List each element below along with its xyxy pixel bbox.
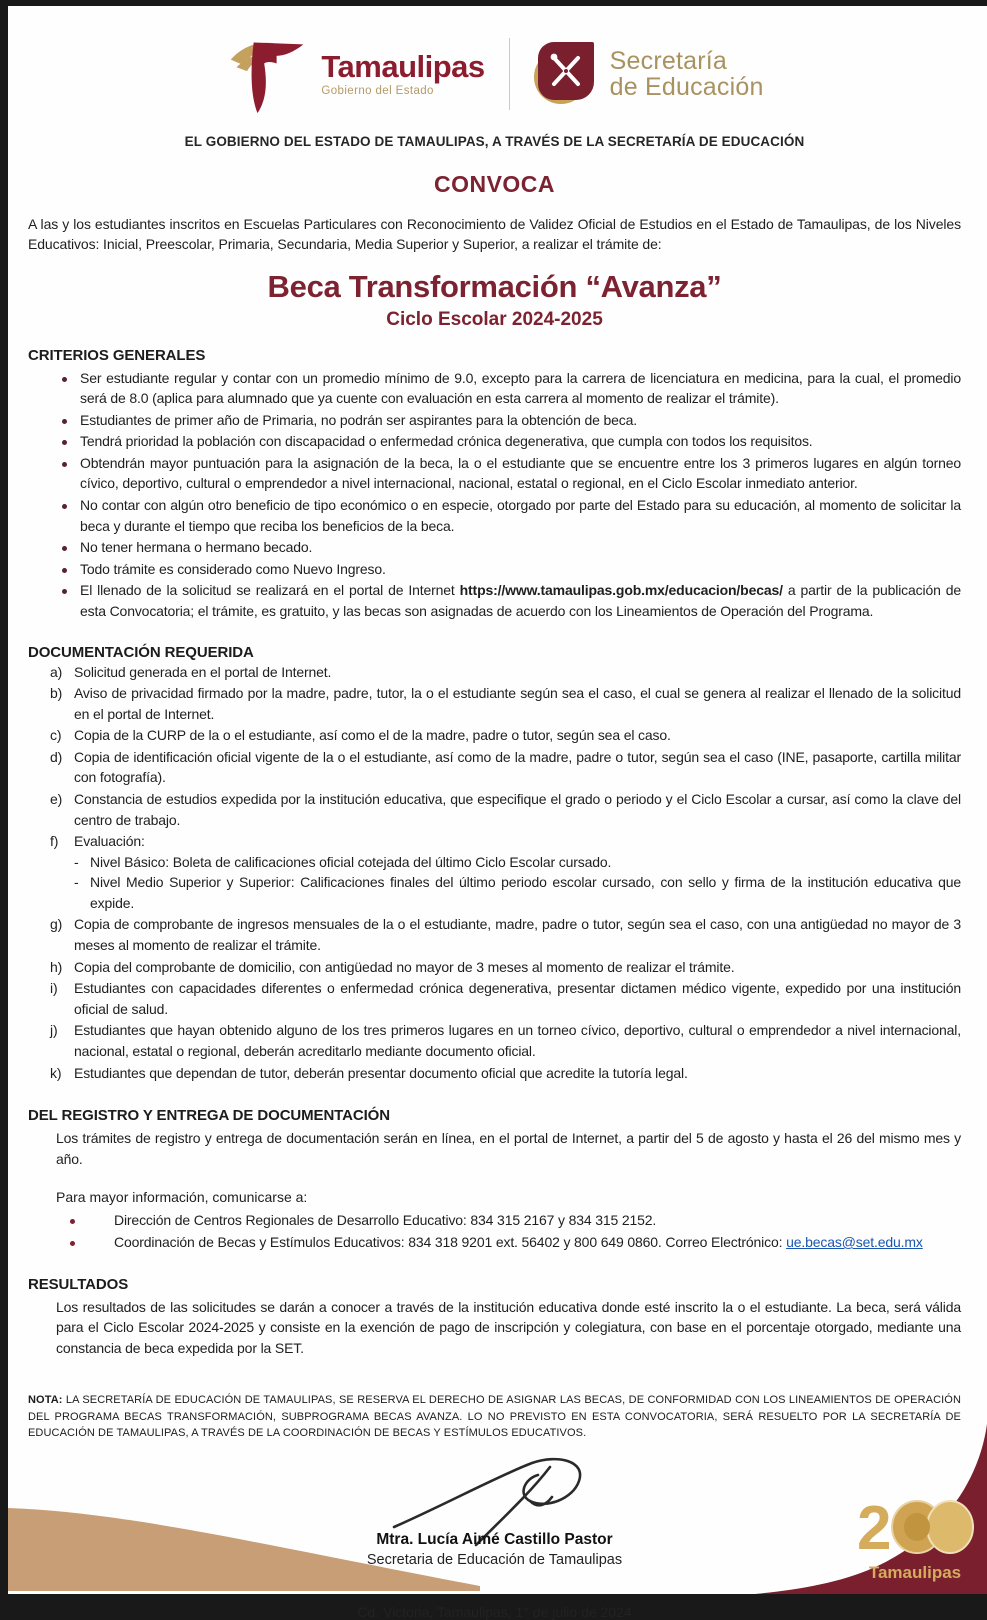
doc-item — [28, 747, 961, 788]
signature-place-date: Cd. Victoria, Tamaulipas, 1° de julio de 2024 — [357, 1603, 632, 1620]
doc-item-text: Constancia de estudios expedida por la institución educativa, que especifique el grado o periodo y el Ciclo Escolar a cursar, así como la clave del centro de trabajo. — [74, 791, 961, 828]
portal-bullet-pre: El llenado de la solicitud se realizará en el portal de Internet — [80, 582, 460, 599]
signatory-title: Secretaria de Educación de Tamaulipas — [366, 1551, 623, 1568]
doc-item-label: b) — [50, 685, 63, 702]
doc-subitem — [28, 872, 961, 913]
resultados-paragraph: Los resultados de las solicitudes se darán a conocer a través de la institución educativa donde esté inscrito la o el estudiante. La beca, será válida para el Ciclo Escolar 2024-2025 y consiste en la exención de pago de inscripción y colegiatura, con base en el porcentaje otorgado, mediante una constancia de beca expedida por la SET. — [56, 1298, 961, 1356]
doc-item-text: Evaluación: — [74, 833, 145, 850]
secretaria-line1: Secretaría — [609, 46, 728, 75]
doc-subitem-text: Nivel Medio Superior y Superior: Calificaciones finales del último periodo escolar cursado, con sello y firma de la institución educativa que expide. — [90, 874, 961, 911]
doc-item-text: Copia del comprobante de domicilio, con antigüedad no mayor de 3 meses al momento de realizar el trámite. — [74, 958, 735, 975]
signatory-name: Mtra. Lucía Aimé Castillo Pastor — [376, 1530, 613, 1548]
contact-item: Dirección de Centros Regionales de Desarrollo Educativo: 834 315 2167 y 834 315 2152. — [28, 1210, 961, 1232]
registro-paragraph: Los trámites de registro y entrega de documentación serán en línea, en el portal de Internet, a partir del 5 de agosto y hasta el 26 del mismo mes y año. — [56, 1130, 961, 1167]
svg-text:Tamaulipas: Tamaulipas — [868, 1563, 962, 1582]
secretaria-educacion-logo — [534, 42, 764, 106]
issuer-line: EL GOBIERNO DEL ESTADO DE TAMAULIPAS, A TRAVÉS DE LA SECRETARÍA DE EDUCACIÓN — [184, 134, 805, 149]
secretaria-educacion-icon — [534, 42, 596, 106]
doc-item — [28, 1063, 961, 1084]
svg-text:2: 2 — [857, 1494, 892, 1563]
nota-paragraph — [28, 1392, 961, 1442]
doc-item-label: j) — [50, 1022, 58, 1039]
program-subtitle: Ciclo Escolar 2024-2025 — [386, 308, 603, 330]
doc-item-label: f) — [50, 833, 59, 850]
criteria-bullet: Obtendrán mayor puntuación para la asignación de la beca, la o el estudiante que se encuentre entre los 3 primeros lugares en algún torneo cívico, deportivo, cultural o emprendedor a nivel internacional, nacional, estatal o regional, en el Ciclo Escolar inmediato anterior. — [28, 453, 961, 494]
doc-item-text: Copia de la CURP de la o el estudiante, así como el de la madre, padre o tutor, según sea el caso. — [74, 727, 671, 744]
doc-item-label: a) — [50, 663, 63, 680]
doc-item-label: k) — [50, 1064, 62, 1081]
doc-item-text: Copia de comprobante de ingresos mensuales de la o el estudiante, madre, padre o tutor, según sea el caso, con una antigüedad no mayor de 3 meses al momento de realizar el trámite. — [74, 916, 961, 954]
doc-item — [28, 789, 961, 830]
criteria-bullet: Estudiantes de primer año de Primaria, no podrán ser aspirantes para la obtención de beca. — [28, 410, 961, 431]
doc-item — [28, 957, 961, 978]
program-title: Beca Transformación “Avanza” — [267, 268, 722, 304]
resultados-heading: RESULTADOS — [28, 1275, 129, 1293]
criterios-list — [28, 368, 961, 622]
doc-item — [28, 978, 961, 1019]
doc-subitem-dash: - — [74, 874, 79, 891]
doc-item-label: g) — [50, 916, 63, 933]
tamaulipas-wordmark: Tamaulipas — [321, 48, 485, 84]
criteria-bullet: Tendrá prioridad la población con discapacidad o enfermedad crónica degenerativa, que cumpla con todos los requisitos. — [28, 431, 961, 452]
doc-item-text: Copia de identificación oficial vigente de la o el estudiante, así como de la madre, padre o tutor, según sea el caso (INE, pasaporte, cartilla militar con fotografía). — [74, 748, 961, 786]
contact2-text: Coordinación de Becas y Estímulos Educativos: 834 318 9201 ext. 56402 y 800 649 0860. Correo Electrónico: — [114, 1233, 787, 1250]
doc-item-label: d) — [50, 748, 63, 765]
doc-item-text: Estudiantes que hayan obtenido alguno de los tres primeros lugares en un torneo cívico, deportivo, cultural o emprendedor a nivel internacional, nacional, estatal o regional, deberán acreditarlo mediante documento oficial. — [74, 1022, 961, 1059]
criteria-bullet: Ser estudiante regular y contar con un promedio mínimo de 9.0, excepto para la carrera de licenciatura en medicina, para la cual, el promedio será de 8.0 (aplica para alumnado que ya cuente con evaluación en esta carrera al momento de realizar el trámite). — [28, 368, 961, 409]
header-divider — [509, 38, 510, 110]
doc-item — [28, 1020, 961, 1061]
doc-item-text: Aviso de privacidad firmado por la madre, padre, tutor, la o el estudiante según sea el caso, el cual se genera al realizar el llenado de la solicitud en el portal de Internet. — [74, 685, 961, 722]
doc-subitem-text: Nivel Básico: Boleta de calificaciones oficial cotejada del último Ciclo Escolar cursado. — [90, 853, 612, 870]
doc-item — [28, 914, 961, 955]
intro-paragraph: A las y los estudiantes inscritos en Escuelas Particulares con Reconocimiento de Validez Oficial de Estudios en el Estado de Tamaulipas, de los Niveles Educativos: Inicial, Preescolar, Primaria, Secundaria, Media Superior y Superior, a realizar el trámite de: — [28, 216, 961, 253]
criterios-heading: CRITERIOS GENERALES — [28, 346, 206, 364]
doc-item — [28, 662, 961, 683]
doc-item-text: Estudiantes que dependan de tutor, deberán presentar documento oficial que acredite la tutoría legal. — [74, 1064, 688, 1081]
documentacion-heading: DOCUMENTACIÓN REQUERIDA — [28, 643, 254, 661]
criteria-bullet-portal — [28, 580, 961, 621]
tamaulipas-tagline: Gobierno del Estado — [321, 84, 434, 97]
contacts-list — [28, 1210, 961, 1253]
secretaria-line2: de Educación — [609, 73, 764, 101]
criteria-bullet: No tener hermana o hermano becado. — [28, 537, 961, 558]
doc-item-label: c) — [50, 727, 62, 744]
doc-item — [28, 683, 961, 724]
info-intro: Para mayor información, comunicarse a: — [56, 1189, 308, 1206]
doc-subitem-dash: - — [74, 853, 79, 870]
tamaulipas-logo — [225, 31, 484, 117]
doc-subitem — [28, 852, 961, 873]
criteria-bullet: No contar con algún otro beneficio de tipo económico o en especie, otorgado por parte del Estado para su educación, al momento de solicitar la beca y durante el tiempo que reciba los beneficios de la beca. — [28, 495, 961, 536]
convoca-heading: CONVOCA — [433, 171, 556, 197]
doc-item-text: Solicitud generada en el portal de Internet. — [74, 663, 332, 680]
doc-item-text: Estudiantes con capacidades diferentes o enfermedad crónica degenerativa, presentar dictamen médico vigente, expedido por una institución oficial de salud. — [74, 980, 961, 1017]
nota-text: LA SECRETARÍA DE EDUCACIÓN DE TAMAULIPAS, SE RESERVA EL DERECHO DE ASIGNAR LAS BECAS, DE CONFORMIDAD CON LOS LINEAMIENTOS DE OPERACIÓN DEL PROGRAMA BECAS TRANSFORMACIÓN, SUBPROGRAMA BECAS AVANZA. LO NO PREVISTO EN ESTA CONVOCATORIA, SERÁ RESUELTO POR LA SECRETARÍA DE EDUCACIÓN DE TAMAULIPAS, A TRAVÉS DE LA COORDINACIÓN DE BECAS Y ESTÍMULOS EDUCATIVOS. — [28, 1394, 961, 1440]
registro-heading: DEL REGISTRO Y ENTREGA DE DOCUMENTACIÓN — [28, 1107, 390, 1125]
nota-label: NOTA: — [28, 1394, 63, 1407]
header-brandbar — [28, 28, 961, 120]
doc-item — [28, 725, 961, 746]
signature-block — [28, 1453, 961, 1620]
portal-url: https://www.tamaulipas.gob.mx/educacion/becas/ — [459, 582, 783, 599]
tamaulipas-emblem-icon — [225, 31, 311, 117]
criteria-bullet: Todo trámite es considerado como Nuevo Ingreso. — [28, 559, 961, 580]
doc-item-label: e) — [50, 791, 63, 807]
contact-item — [28, 1232, 961, 1254]
doc-item-label: h) — [50, 958, 63, 975]
document-page — [8, 6, 987, 1620]
contact-email-link[interactable]: ue.becas@set.edu.mx — [786, 1233, 923, 1250]
doc-item — [28, 831, 961, 852]
portal-bullet-post: a partir de la publicación de esta Convocatoria; el trámite, es gratuito, y las becas son asignadas de acuerdo con los Lineamientos de Operación del Programa. — [80, 582, 961, 619]
doc-item-label: i) — [50, 980, 58, 997]
